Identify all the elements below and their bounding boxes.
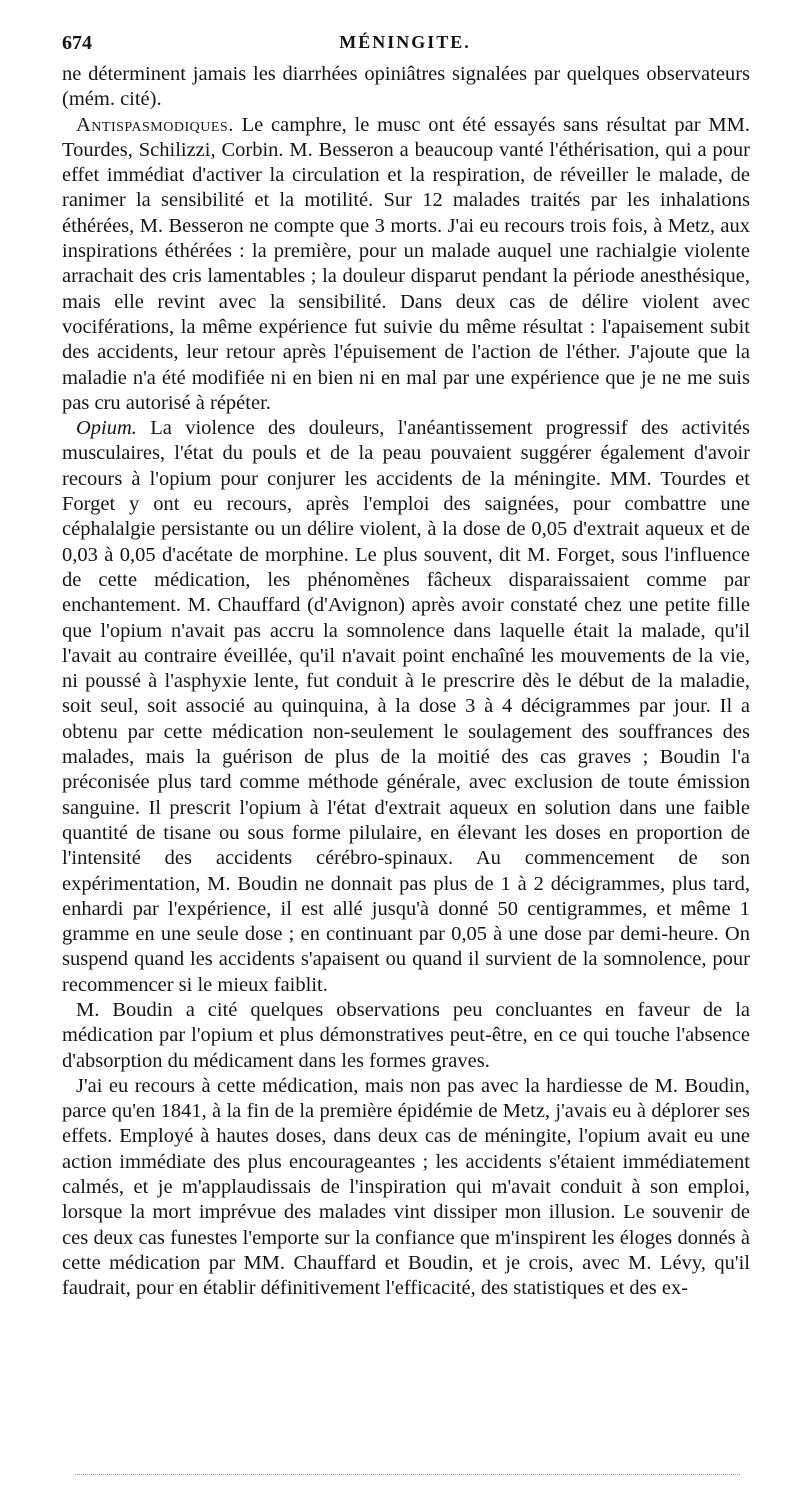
running-title: MÉNINGITE. [339,32,471,52]
page-header [62,30,748,60]
section-lead-opium: Opium. [76,417,137,440]
section-lead-antispasmodiques: Antispasmodiques. [76,113,234,136]
paragraph-text: ne déterminent jamais les diarrhées opiniâtres signalées par quelques observateurs (mém. cité). [62,63,750,111]
paragraph-text: M. Boudin a cité quelques observations peu concluantes en faveur de la médication par l'opium et plus démonstratives peut-être, en ce qui touche l'absence d'absorption du médicament dans les formes graves. [62,998,750,1072]
paragraph-continuation [62,62,750,113]
paragraph-antispasmodiques [62,113,750,417]
paragraph-boudin-observations [62,998,750,1074]
body-text [62,62,750,1302]
paragraph-opium [62,416,750,998]
paragraph-text: Le camphre, le musc ont été essayés sans résultat par MM. Tourdes, Schilizzi, Corbin. M. Besseron a beaucoup vanté l'éthérisation, qui a pour effet immédiat d'activer la circulation et la respiration, de réveiller le malade, de ranimer la sensibilité et la motilité. Sur 12 malades traités par les inhalations éthérées, M. Besseron ne compte que 3 morts. J'ai eu recours trois fois, à Metz, aux inspirations éthérées : la première, pour un malade auquel une rachialgie violente arrachait des cris lamentables ; la douleur disparut pendant la période anesthésique, mais elle revint avec la sensibilité. Dans deux cas de délire violent avec vociférations, la même expérience fut suivie du même résultat : l'apaisement subit des accidents, leur retour après l'épuisement de l'action de l'éther. J'ajoute que la maladie n'a été modifiée ni en bien ni en mal par une expérience que je ne me suis pas cru autorisé à répéter. [62,113,750,414]
footer-rule [75,1474,740,1475]
paragraph-text: La violence des douleurs, l'anéantissement progressif des activités musculaires, l'état du pouls et de la peau pouvaient suggérer également d'avoir recours à l'opium pour conjurer les accidents de la méningite. MM. Tourdes et Forget y ont eu recours, après l'emploi des saignées, pour combattre une céphalalgie persistante ou un délire violent, à la dose de 0,05 d'extrait aqueux et de 0,03 à 0,05 d'acétate de morphine. Le plus souvent, dit M. Forget, sous l'influence de cette médication, les phénomènes fâcheux disparaissaient comme par enchantement. M. Chauffard (d'Avignon) après avoir constaté chez une petite fille que l'opium n'avait pas accru la somnolence dans laquelle était la malade, qu'il l'avait au contraire éveillée, qu'il n'avait point enchaîné les mouvements de la vie, ni poussé à l'asphyxie lente, fut conduit à le prescrire dès le début de la maladie, soit seul, soit associé au quinquina, à la dose 3 à 4 décigrammes par jour. Il a obtenu par cette médication non-seulement le soulagement des souffrances des malades, mais la guérison de plus de la moitié des cas graves ; Boudin l'a préconisée plus tard comme méthode générale, avec exclusion de toute émission sanguine. Il prescrit l'opium à l'état d'extrait aqueux en solution dans une faible quantité de tisane ou sous forme pilulaire, en élevant les doses en proportion de l'intensité des accidents cérébro-spinaux. Au commencement de son expérimentation, M. Boudin ne donnait pas plus de 1 à 2 décigrammes, plus tard, enhardi par l'expérience, il est allé jusqu'à donné 50 centigrammes, et même 1 gramme en une seule dose ; en continuant par 0,05 à une dose par demi-heure. On suspend quand les accidents s'apaisent ou quand il survient de la somnolence, pour recommencer si le mieux faiblit. [62,417,750,996]
paragraph-personal-experience [62,1074,750,1302]
page-number: 674 [62,32,92,54]
paragraph-text: J'ai eu recours à cette médication, mais non pas avec la hardiesse de M. Boudin, parce qu'en 1841, à la fin de la première épidémie de Metz, j'avais eu à déplorer ses effets. Employé à hautes doses, dans deux cas de méningite, l'opium avait eu une action immédiate des plus encourageantes ; les accidents s'étaient immédiatement calmés, et je m'applaudissais de l'inspiration qui m'avait conduit à son emploi, lorsque la mort imprévue des malades vint dissiper mon illusion. Le souvenir de ces deux cas funestes l'emporte sur la confiance que m'inspirent les éloges donnés à cette médication par MM. Chauffard et Boudin, et je crois, avec M. Lévy, qu'il faudrait, pour en établir définitivement l'efficacité, des statistiques et des ex- [62,1074,750,1300]
